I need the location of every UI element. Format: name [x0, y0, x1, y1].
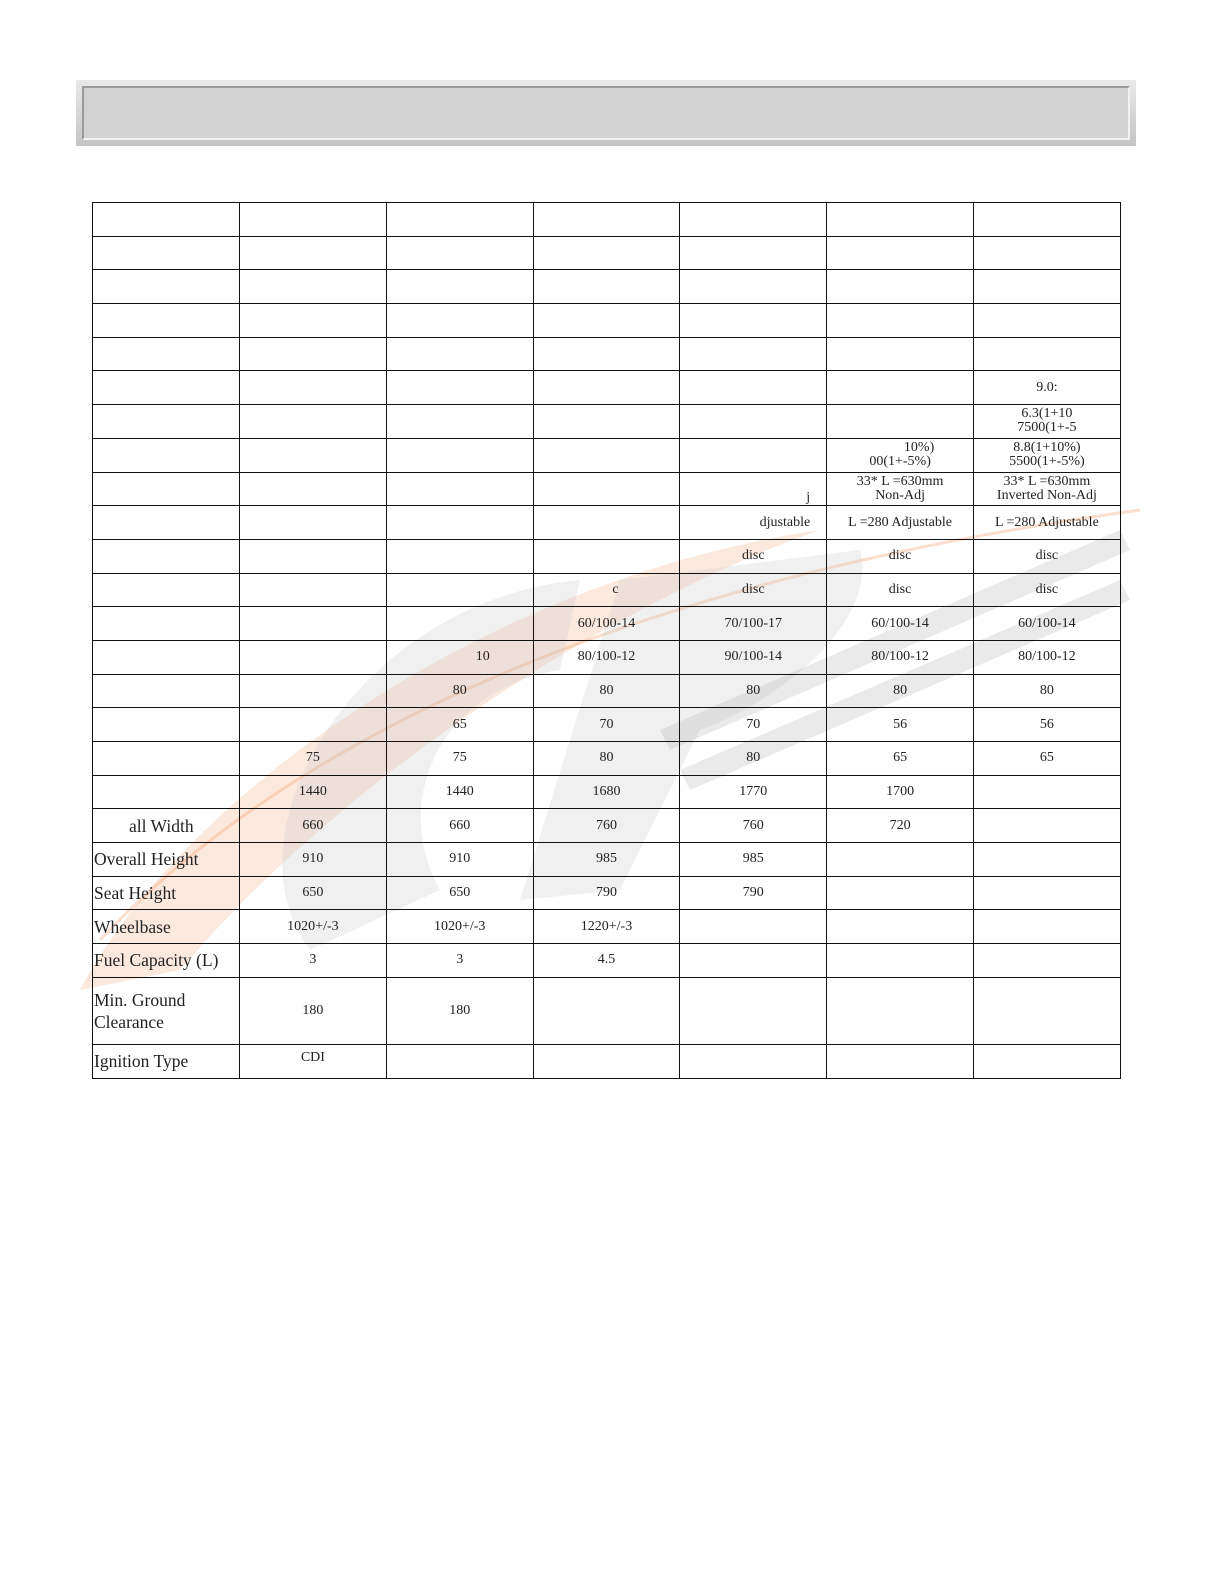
table-cell: 790: [680, 876, 827, 910]
row-label: [93, 236, 240, 270]
table-cell: 985: [533, 843, 680, 877]
table-cell: [973, 438, 1120, 472]
table-row: [93, 438, 1121, 472]
table-cell: [386, 438, 533, 472]
table-cell: L =280 Adjustable: [973, 506, 1120, 540]
table-row: [93, 1044, 1121, 1078]
cell-line: 6.3(1+10: [1021, 406, 1073, 422]
table-cell: 1020+/-3: [240, 910, 387, 944]
table-row: [93, 405, 1121, 439]
table-cell: 910: [240, 843, 387, 877]
table-cell: [973, 910, 1120, 944]
table-cell: [827, 270, 974, 304]
table-row: [93, 236, 1121, 270]
table-cell: [386, 1044, 533, 1078]
table-row: [93, 573, 1121, 607]
table-cell: [827, 371, 974, 405]
table-cell: 910: [386, 843, 533, 877]
row-label: [93, 539, 240, 573]
table-cell: [240, 270, 387, 304]
table-cell: [240, 371, 387, 405]
table-cell: djustable: [680, 506, 827, 540]
table-row: [93, 742, 1121, 776]
table-cell: [533, 236, 680, 270]
table-cell: [680, 236, 827, 270]
table-cell: 56: [827, 708, 974, 742]
table-cell: [240, 438, 387, 472]
table-cell: [827, 438, 974, 472]
row-label: Ignition Type: [93, 1044, 240, 1078]
table-cell: [973, 843, 1120, 877]
table-cell: [386, 607, 533, 641]
table-cell: [533, 337, 680, 371]
table-cell: [827, 472, 974, 506]
row-label: [93, 573, 240, 607]
row-label: [93, 708, 240, 742]
table-row: [93, 371, 1121, 405]
row-label: [93, 337, 240, 371]
table-cell: 65: [973, 742, 1120, 776]
table-row: [93, 775, 1121, 809]
table-cell: [973, 203, 1120, 237]
table-cell: 70/100-17: [680, 607, 827, 641]
table-cell: [827, 337, 974, 371]
table-cell: [240, 573, 387, 607]
table-row: [93, 472, 1121, 506]
row-label: [93, 438, 240, 472]
table-cell: 70: [533, 708, 680, 742]
table-cell: [240, 472, 387, 506]
header-bar-inner: [82, 86, 1130, 140]
table-row: [93, 944, 1121, 978]
table-cell: 1020+/-3: [386, 910, 533, 944]
table-cell: 1770: [680, 775, 827, 809]
row-label: [93, 371, 240, 405]
table-cell: 60/100-14: [827, 607, 974, 641]
table-cell: [680, 977, 827, 1044]
table-cell: 180: [386, 977, 533, 1044]
table-cell: [827, 876, 974, 910]
table-row: [93, 506, 1121, 540]
table-row: [93, 910, 1121, 944]
table-cell: [973, 775, 1120, 809]
row-label: Wheelbase: [93, 910, 240, 944]
table-cell: [240, 674, 387, 708]
table-cell: [386, 405, 533, 439]
table-cell: [680, 405, 827, 439]
table-cell: L =280 Adjustable: [827, 506, 974, 540]
table-cell: 4.5: [533, 944, 680, 978]
table-cell: 1440: [240, 775, 387, 809]
row-label: all Width: [93, 809, 240, 843]
table-cell: [240, 708, 387, 742]
table-cell: [533, 405, 680, 439]
row-label: [93, 775, 240, 809]
table-cell: 75: [386, 742, 533, 776]
table-cell: [680, 1044, 827, 1078]
header-bar: [76, 80, 1136, 146]
row-label: [93, 472, 240, 506]
table-cell: [827, 203, 974, 237]
table-cell: [827, 1044, 974, 1078]
table-cell: [827, 304, 974, 338]
table-cell: [240, 506, 387, 540]
row-label: [93, 304, 240, 338]
table-cell: [533, 438, 680, 472]
table-cell: 650: [240, 876, 387, 910]
table-cell: [386, 371, 533, 405]
table-row: [93, 843, 1121, 877]
table-cell: 75: [240, 742, 387, 776]
table-cell: 80/100-12: [533, 640, 680, 674]
table-cell: 790: [533, 876, 680, 910]
table-cell: [386, 304, 533, 338]
row-label: Seat Height: [93, 876, 240, 910]
table-cell: [533, 371, 680, 405]
table-cell: [680, 270, 827, 304]
table-row: [93, 708, 1121, 742]
spec-table: [92, 202, 1121, 1079]
table-row: [93, 977, 1121, 1044]
table-cell: 1440: [386, 775, 533, 809]
table-cell: [973, 472, 1120, 506]
table-cell: [240, 607, 387, 641]
table-cell: 9.0:: [973, 371, 1120, 405]
table-cell: [386, 573, 533, 607]
table-row: [93, 203, 1121, 237]
table-cell: [533, 270, 680, 304]
table-cell: [680, 910, 827, 944]
row-label: [93, 405, 240, 439]
table-cell: [240, 236, 387, 270]
table-cell: 80/100-12: [973, 640, 1120, 674]
table-cell: 3: [386, 944, 533, 978]
cell-line: 8.8(1+10%): [1013, 440, 1081, 456]
table-row: [93, 304, 1121, 338]
table-cell: [973, 944, 1120, 978]
table-cell: [386, 539, 533, 573]
table-cell: j: [680, 472, 827, 506]
cell-line: Inverted Non-Adj: [996, 487, 1097, 503]
table-cell: [973, 270, 1120, 304]
table-cell: 660: [386, 809, 533, 843]
table-cell: 3: [240, 944, 387, 978]
table-cell: disc: [973, 539, 1120, 573]
row-label: [93, 640, 240, 674]
row-label: [93, 203, 240, 237]
table-cell: [973, 405, 1120, 439]
table-cell: [680, 304, 827, 338]
table-cell: [386, 203, 533, 237]
row-label: [93, 742, 240, 776]
table-cell: 80: [973, 674, 1120, 708]
table-cell: [240, 640, 387, 674]
table-cell: 80/100-12: [827, 640, 974, 674]
table-cell: [386, 337, 533, 371]
table-cell: 760: [680, 809, 827, 843]
cell-line: 00(1+-5%): [869, 454, 931, 470]
table-row: [93, 809, 1121, 843]
table-cell: [386, 506, 533, 540]
table-cell: disc: [827, 573, 974, 607]
table-row: [93, 337, 1121, 371]
table-cell: 180: [240, 977, 387, 1044]
table-row: [93, 270, 1121, 304]
row-label: [93, 674, 240, 708]
table-cell: 985: [680, 843, 827, 877]
table-cell: 1700: [827, 775, 974, 809]
table-cell: 60/100-14: [533, 607, 680, 641]
cell-line: 33* L =630mm: [856, 473, 944, 489]
table-row: [93, 876, 1121, 910]
table-cell: [533, 472, 680, 506]
table-cell: [533, 506, 680, 540]
table-cell: disc: [827, 539, 974, 573]
table-cell: disc: [680, 539, 827, 573]
table-cell: 80: [680, 674, 827, 708]
table-cell: [680, 203, 827, 237]
table-cell: [973, 337, 1120, 371]
table-cell: [680, 337, 827, 371]
row-label: Overall Height: [93, 843, 240, 877]
table-cell: [386, 236, 533, 270]
table-cell: 65: [386, 708, 533, 742]
table-row: [93, 674, 1121, 708]
cell-line: 5500(1+-5%): [1009, 454, 1085, 470]
table-cell: 10: [386, 640, 533, 674]
table-cell: 1680: [533, 775, 680, 809]
table-cell: [827, 405, 974, 439]
table-row: [93, 640, 1121, 674]
table-cell: [973, 809, 1120, 843]
table-cell: [240, 337, 387, 371]
table-cell: disc: [973, 573, 1120, 607]
table-cell: 720: [827, 809, 974, 843]
table-cell: [827, 977, 974, 1044]
table-cell: [680, 371, 827, 405]
table-cell: 1220+/-3: [533, 910, 680, 944]
table-cell: c: [533, 573, 680, 607]
table-cell: [240, 203, 387, 237]
table-cell: [973, 236, 1120, 270]
table-cell: [240, 304, 387, 338]
cell-line: 7500(1+-5: [1017, 420, 1077, 436]
table-cell: [533, 203, 680, 237]
table-cell: [240, 539, 387, 573]
table-cell: 80: [680, 742, 827, 776]
table-cell: [827, 843, 974, 877]
cell-line: 10%): [903, 440, 935, 456]
table-cell: [240, 405, 387, 439]
table-cell: [973, 876, 1120, 910]
table-cell: [386, 270, 533, 304]
table-cell: 80: [533, 742, 680, 776]
table-cell: [533, 1044, 680, 1078]
cell-line: Non-Adj: [875, 487, 925, 503]
table-cell: 760: [533, 809, 680, 843]
row-label: [93, 506, 240, 540]
row-label: [93, 270, 240, 304]
table-cell: 80: [827, 674, 974, 708]
table-cell: [827, 944, 974, 978]
table-cell: [533, 304, 680, 338]
table-row: [93, 607, 1121, 641]
table-cell: 80: [533, 674, 680, 708]
table-cell: 80: [386, 674, 533, 708]
table-cell: [973, 304, 1120, 338]
table-row: [93, 539, 1121, 573]
table-cell: [533, 977, 680, 1044]
table-cell: 660: [240, 809, 387, 843]
table-cell: [680, 944, 827, 978]
table-cell: 70: [680, 708, 827, 742]
cell-line: 33* L =630mm: [1003, 473, 1091, 489]
table-cell: 60/100-14: [973, 607, 1120, 641]
table-cell: [827, 236, 974, 270]
table-cell: [386, 472, 533, 506]
table-cell: CDI: [240, 1044, 387, 1078]
table-cell: 90/100-14: [680, 640, 827, 674]
table-cell: [973, 1044, 1120, 1078]
row-label: Min. Ground Clearance: [93, 977, 240, 1044]
table-cell: [533, 539, 680, 573]
row-label: [93, 607, 240, 641]
table-cell: 650: [386, 876, 533, 910]
table-cell: 56: [973, 708, 1120, 742]
table-cell: [680, 438, 827, 472]
table-cell: [973, 977, 1120, 1044]
table-cell: 65: [827, 742, 974, 776]
table-cell: [827, 910, 974, 944]
table-cell: disc: [680, 573, 827, 607]
row-label: Fuel Capacity (L): [93, 944, 240, 978]
